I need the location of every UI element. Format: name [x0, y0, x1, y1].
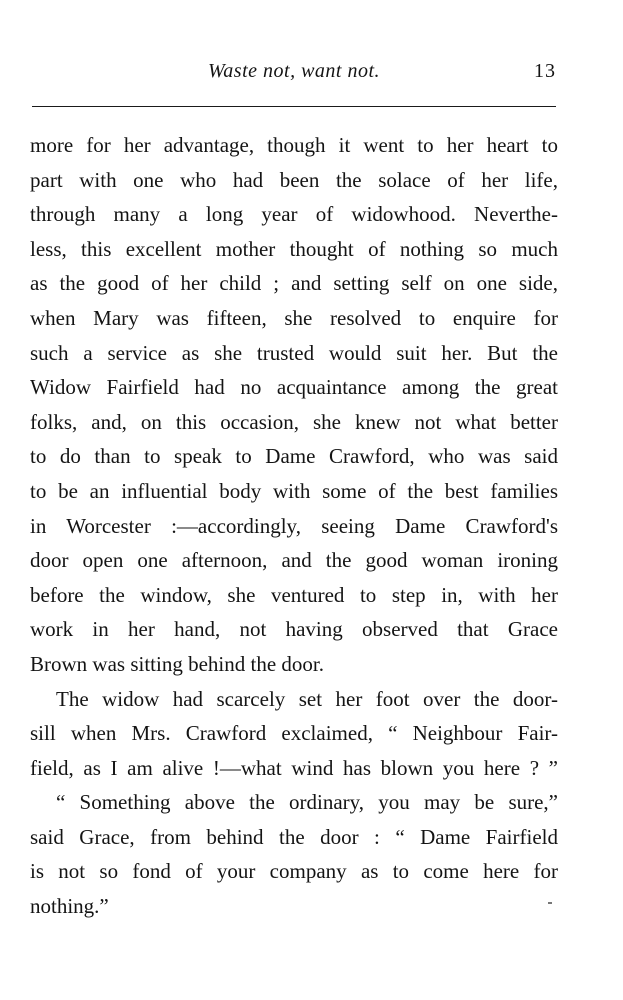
header-rule	[32, 106, 556, 107]
text-line: less, this excellent mother thought of nothing so much	[30, 236, 558, 261]
running-title: Waste not, want not.	[207, 60, 381, 82]
text-line: work in her hand, not having observed that Grace	[30, 617, 558, 642]
paragraph-2	[30, 682, 558, 786]
paragraph-3	[30, 785, 558, 923]
text-line: sill when Mrs. Crawford exclaimed, “ Neighbour Fair-	[30, 721, 558, 746]
text-line: to be an influential body with some of the best families	[30, 478, 558, 503]
text-line: said Grace, from behind the door : “ Dame Fairfield	[30, 824, 558, 849]
text-line: Widow Fairfield had no acquaintance among the great	[30, 375, 558, 400]
print-speck	[548, 902, 552, 904]
text-line: field, as I am alive !—what wind has blown you here ? ”	[30, 755, 558, 780]
text-line: when Mary was fifteen, she resolved to enquire for	[30, 305, 558, 330]
text-line: through many a long year of widowhood. Neverthe-	[30, 202, 558, 227]
page-number: 13	[534, 60, 556, 82]
text-line: The widow had scarcely set her foot over the door-	[56, 686, 558, 711]
text-line: folks, and, on this occasion, she knew not what better	[30, 409, 558, 434]
text-line: Brown was sitting behind the door.	[30, 651, 324, 676]
body-text	[30, 128, 558, 924]
text-line: nothing.”	[30, 894, 109, 919]
text-line: such a service as she trusted would suit her. But the	[30, 340, 558, 365]
text-line: “ Something above the ordinary, you may be sure,”	[56, 790, 558, 815]
text-line: before the window, she ventured to step in, with her	[30, 582, 558, 607]
text-line: in Worcester :—accordingly, seeing Dame Crawford's	[30, 513, 558, 538]
running-head	[32, 58, 556, 88]
text-line: to do than to speak to Dame Crawford, who was said	[30, 444, 558, 469]
paragraph-1	[30, 128, 558, 682]
text-line: more for her advantage, though it went to her heart to	[30, 133, 558, 157]
text-line: is not so fond of your company as to come here for	[30, 859, 558, 884]
text-line: as the good of her child ; and setting self on one side,	[30, 271, 558, 296]
text-line: part with one who had been the solace of her life,	[30, 167, 558, 192]
text-line: door open one afternoon, and the good woman ironing	[30, 548, 558, 573]
